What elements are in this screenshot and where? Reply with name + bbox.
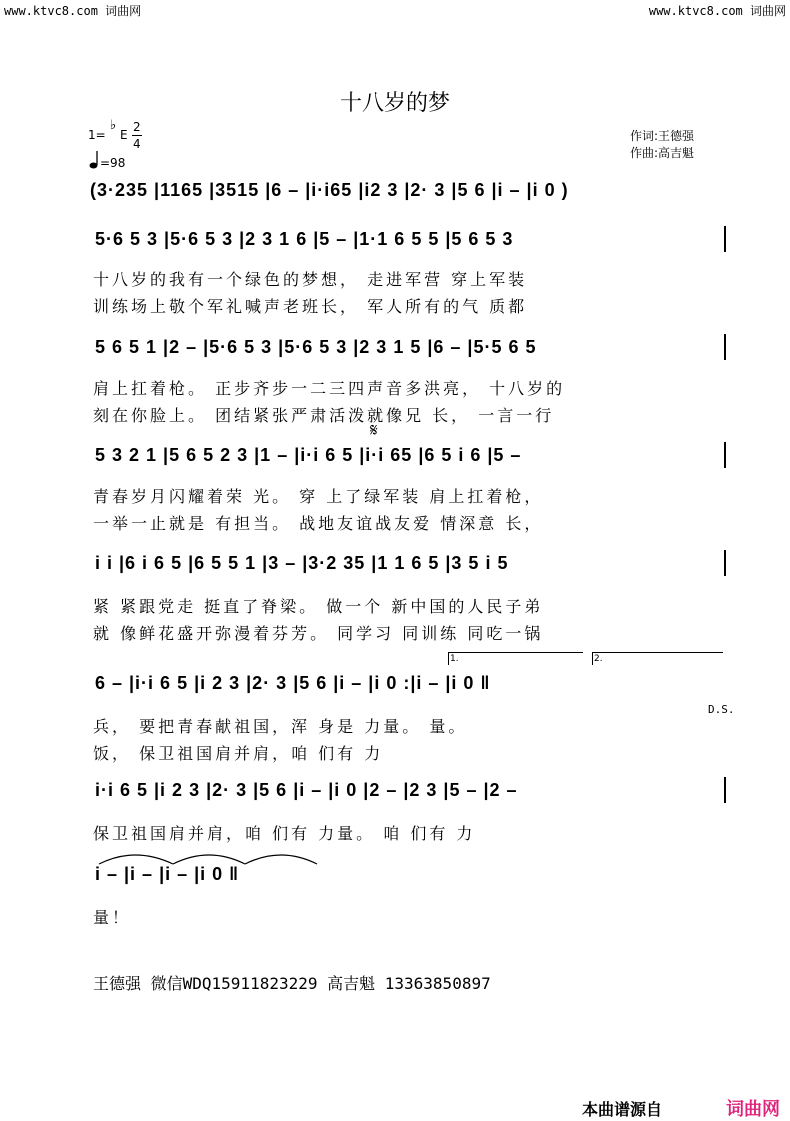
flat-sign: ♭ — [110, 118, 117, 133]
contact-info: 王德强 微信WDQ15911823229 高吉魁 13363850897 — [93, 974, 491, 993]
ds-marker: D.S. — [708, 703, 735, 716]
site-url-left: www.ktvc8.com 词曲网 — [4, 4, 142, 18]
barline — [724, 550, 726, 576]
key-prefix: 1= — [88, 128, 106, 142]
notation-row: i i |6 i 6 5 |6 5 5 1 |3 – |3·2 35 |1 1 6 5 |3 5 i 5 — [95, 553, 509, 573]
notation-row: 6 – |i·i 6 5 |i 2 3 |2· 3 |5 6 |i – |i 0 :|i – |i 0 ‖ — [95, 673, 491, 693]
lyric-line: 训练场上敬个军礼喊声老班长， 军人所有的气 质都 — [93, 297, 528, 316]
lyric-line: 肩上扛着枪。 正步齐步一二三四声音多洪亮， 十八岁的 — [93, 379, 566, 398]
site-logo[interactable]: 词曲网 — [726, 1099, 780, 1120]
tempo: =98 — [100, 156, 126, 170]
lyric-line: 保卫祖国肩并肩，咱 们有 力量。 咱 们有 力 — [93, 824, 476, 843]
segno-icon: 𝄋 — [370, 420, 378, 441]
lyric-line: 饭， 保卫祖国肩并肩，咱 们有 力 — [93, 744, 384, 763]
notation-row: 5·6 5 3 |5·6 5 3 |2 3 1 6 |5 – |1·1 6 5 5 |5 6 5 3 — [95, 229, 514, 249]
song-title: 十八岁的梦 — [339, 91, 450, 116]
lyric-line: 十八岁的我有一个绿色的梦想， 走进军营 穿上军装 — [93, 270, 528, 289]
notation-row: i – |i – |i – |i 0 ‖ — [95, 864, 240, 884]
lyric-line: 兵， 要把青春献祖国，浑 身是 力量。 量。 — [93, 717, 468, 736]
quarter-note-icon — [88, 150, 100, 174]
lyric-line: 一举一止就是 有担当。 战地友谊战友爱 情深意 长， — [93, 514, 544, 533]
time-sig-top: 2 — [133, 120, 141, 134]
lyric-line: 刻在你脸上。 团结紧张严肃活泼就像兄 长， 一言一行 — [93, 406, 555, 425]
time-sig-line — [132, 135, 142, 136]
lyricist: 作词:王德强 — [630, 129, 695, 143]
barline — [724, 334, 726, 360]
notation-row: i·i 6 5 |i 2 3 |2· 3 |5 6 |i – |i 0 |2 – |2 3 |5 – |2 – — [95, 780, 518, 800]
volta-first: 1. — [450, 654, 459, 664]
barline — [724, 226, 726, 252]
notation-row: 5 6 5 1 |2 – |5·6 5 3 |5·6 5 3 |2 3 1 5 |6 – |5·5 6 5 — [95, 337, 537, 357]
composer: 作曲:高吉魁 — [630, 146, 695, 160]
lyric-line: 青春岁月闪耀着荣 光。 穿 上了绿军装 肩上扛着枪， — [93, 487, 544, 506]
barline — [724, 777, 726, 803]
notation-row: (3·235 |1165 |3515 |6 – |i·i65 |i2 3 |2· 3 |5 6 |i – |i 0 ) — [90, 180, 569, 200]
barline — [724, 442, 726, 468]
source-label: 本曲谱源自 — [582, 1100, 663, 1119]
key-note: E — [120, 128, 128, 142]
lyric-line: 就 像鲜花盛开弥漫着芬芳。 同学习 同训练 同吃一锅 — [93, 624, 544, 643]
volta-bracket — [592, 652, 723, 665]
time-sig-bottom: 4 — [133, 137, 141, 151]
volta-second: 2. — [594, 654, 603, 664]
notation-row: 5 3 2 1 |5 6 5 2 3 |1 – |i·i 6 5 |i·i 65 |6 5 i 6 |5 – — [95, 445, 522, 465]
lyric-line: 紧 紧跟党走 挺直了脊梁。 做一个 新中国的人民子弟 — [93, 597, 544, 616]
lyric-line: 量！ — [93, 908, 132, 927]
site-url-right: www.ktvc8.com 词曲网 — [648, 4, 786, 18]
volta-bracket — [448, 652, 583, 665]
